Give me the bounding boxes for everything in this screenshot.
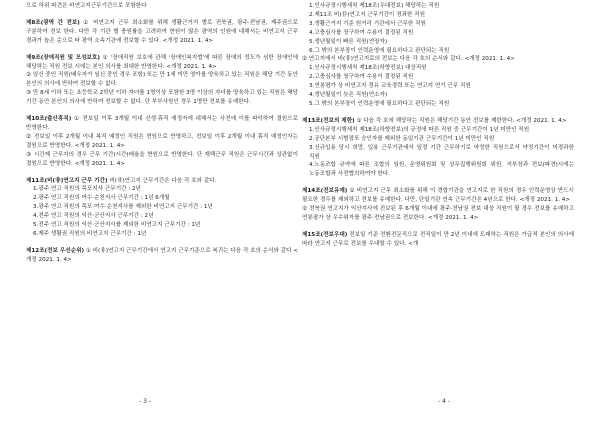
right-page-column (302, 2, 574, 249)
list-item: 2.공단본부 시범점포 승인자를 제외한 동일기관 근무기간이 1년 미만인 직원 (309, 135, 495, 142)
paragraph-gap (302, 223, 574, 231)
paragraph-gap (26, 169, 298, 177)
article-heading: 제9조(장애직원 및 모성보호) (26, 54, 100, 61)
article-heading: 제12조(전보 우선순위) (26, 247, 85, 254)
page-number-left: - 3 - (139, 398, 151, 405)
list-item: 1.인사규정시행세칙 제18조(하향전보) 대상직원 (309, 65, 427, 72)
article-heading: 제11조(비(非)연고지 근무 기간) (26, 177, 108, 184)
article-paragraph (26, 115, 298, 133)
article-text: 비(非)연고지 근무기간은 다음 각 호와 같다. (107, 177, 217, 184)
article-heading: 제8조(광역 간 전보) (26, 19, 80, 26)
paragraph-gap (26, 46, 298, 54)
list-item: 6.그 밖의 본부장이 인력운영에 필요하다고 판단되는 직원 (309, 47, 450, 54)
page-number-right: - 4 - (438, 398, 450, 405)
article-text: ① 전보일 이후 3개월 이내 신생·휴직 예정자에 대해서는 사전에 이를 파악하여 결원으로 반영한다. (26, 116, 298, 131)
list-item: 3.생활근거지 기준 원거리 기관에서 근무한 직원 (309, 20, 426, 27)
list-item: 2.광주 연고 직원의 여수·순천지사 근무기간 : 1년 6개월 (33, 195, 170, 202)
body-paragraph: ② 전보일 이후 2개월 이내 복직 예정인 직원은 현원으로 반영하고, 전보일 이후 2개월 이내 휴직 예정인자는 결원으로 반영한다. <개정 2021. 1. 4> (26, 133, 298, 149)
paragraph-gap (26, 11, 298, 19)
list-item: 6.제주 생활권 직원의 비연고지 근무기간 : 1년 (33, 230, 147, 237)
article-paragraph (26, 247, 298, 265)
list-item: 4.고충심사를 청구하여 수용이 결정된 직원 (309, 29, 414, 36)
body-paragraph: ③ 만 8세 이하 또는 초등학교 2학년 이하 자녀를 1명이상 포함한 3명 이상의 자녀를 양육하고 있는 직원은 해당 기간 동안 본인의 의사에 반하여 전보할 수 없다. 단 부부사원인 경우 1명만 전보를 유예한다. (26, 90, 298, 106)
list-item: 1.광주 연고 직원의 목포지사 근무기간 : 2년 (33, 186, 141, 193)
paragraph-gap (26, 239, 298, 247)
article-heading: 제15조(전보우대) (302, 231, 348, 238)
body-paragraph: ② 임신 중인 직원(배우자가 임신 중인 경우 포함) 또는 만 1세 미만 영아를 양육하고 있는 직원은 해당 기간 동안 본인의 의사에 반하여 전보할 수 없다. (26, 72, 298, 88)
article-text: ① 비(非)연고지 근무기간에서 연고지 근무기준으로 복귀는 다음 각 호의 순서와 같다 <개정 2021. 1. 4> (26, 247, 298, 263)
list-item: 3.연봉평가 상 비연고지 경유 교육경력 또는 연고지 연기 근무 직원 (309, 83, 471, 90)
list-item: 3.광주 연고 직원의 목포·여수·순천지사를 제외한 비연고지 근무기간 : 1년 (33, 204, 213, 211)
list-item: 2.고충심사를 청구하여 수용이 결정된 직원 (309, 74, 414, 81)
list-item: 1.인사규정시행세칙 제18조(우대전보) 해당하는 직원 (309, 3, 440, 9)
article-text: ① 다음 각 호에 해당하는 직원은 해당기간 동안 전보를 제한한다. <개정 2021. 1. 4> (354, 117, 567, 124)
article-paragraph (26, 177, 298, 186)
article-paragraph (26, 19, 298, 46)
list-item: 3.신규입용 당시 희망, 입용 근무기관에서 일정 기간 근무하기로 약정한 직원으로서 약정기간이 미경과한 직원 (309, 144, 574, 160)
list-item: 5.생년월일이 빠른 직원(연장자) (309, 38, 388, 45)
article-paragraph (302, 231, 574, 249)
article-paragraph (302, 187, 574, 205)
list-item: 5.그 밖의 본부장이 인력운영에 필요하다고 판단되는 직원 (309, 100, 450, 107)
list-item: 5.전주 연고 직원의 익산·군산지사를 제외한 비연고지 근무기간 : 1년 (33, 222, 201, 229)
article-text: 전보일 기준 전환전문직으로 전직일이 만 2년 이내에 도래하는 직원은 가급적 본인의 의사에 따라 연고지 근무로 전보를 우대할 수 있다. <개 (302, 231, 574, 247)
body-paragraph: ② 연고지에서 비(非)연고지로의 전보는 다음 각 호의 순서와 같다. <개정 2021. 1. 4> (302, 56, 515, 63)
paragraph-gap (302, 179, 574, 187)
list-item: 4.생년월일이 늦은 직원(연소자) (309, 92, 388, 99)
article-text: ① 비연고지 근무 최소화를 위해 이 경합기관을 연고지로 한 직원의 경우 인력운영상 반드시 필요한 경우를 제외하고 전보를 유예한다. 다만, 단일기관 연속 근무기간은 4년으로 한다. <개정 2021. 1. 4> (302, 188, 574, 204)
body-paragraph: 으로 하위 파견은 비연고지근무기간으로 포함한다 (26, 3, 147, 9)
list-item: 1.인사규정시행세칙 제18조(하향전보)의 규정에 따른 직원 중 근무기간이 1년 미만인 직원 (309, 126, 530, 133)
list-item: 4.전주 연고 직원의 익산·군산지사 근무기간 : 2년 (33, 213, 154, 220)
paragraph-gap (26, 107, 298, 115)
article-paragraph (26, 54, 298, 72)
article-heading: 제10조(출산휴직) (26, 116, 72, 123)
article-text: ① 비연고지 근무 최소화를 위해 생활근거지 별로 전북권, 광주·전남권, 제주권으로 구분하여 전보 한다. 다만 각 기관 별 충원률을 고려하여 현원이 많은 광역의 인원에 대해서는 비연고지 근무 경과가 높은 순으로 타 광역 소속기관에 전보할 수 있다. <개정 2021. 1. 4> (26, 19, 298, 44)
body-paragraph: ③ 시간제 근무자의 경우 근무 기간(시간)배율을 현원으로 반영한다. 단 재택근무 직원은 근무시간과 상관없이 결원으로 반영한다. <개정 2021. 1. 4> (26, 151, 298, 167)
article-paragraph (302, 117, 574, 126)
article-heading: 제14조(전보유예) (302, 188, 348, 195)
list-item: 4.노동조합 규약에 따른 조합의 임원, 운영위원회 및 상무집행위원회 위원, 지부장과 전보(파견)시에는 노동조합과 사전협의하여야 한다. (309, 162, 574, 178)
body-paragraph: ② 전북권 연고지가 익산지사에 전보된 후 6개월 이내에 광주·전남권 전보 대상 직원이 될 경우 전보를 유예하고 연봉평가 상 우수위자를 광주·전남권으로 전보한다. <개정 2021. 1. 4> (302, 206, 574, 221)
article-text: ① '장애직원 보호에 관해 '장애인복지법'에 따른 장애의 정도가 심한 장애인에 해당하는 직원 전보 시에는 본인 의사를 최대한 반영한다. <개정 2021. 1. 4> (26, 54, 298, 70)
left-page-column (26, 2, 298, 265)
paragraph-gap (302, 109, 574, 117)
article-heading: 제13조(전보의 제한) (302, 117, 355, 124)
list-item: 2.제11조 비(非)연고지 근무기간이 경과한 직원 (309, 11, 425, 18)
